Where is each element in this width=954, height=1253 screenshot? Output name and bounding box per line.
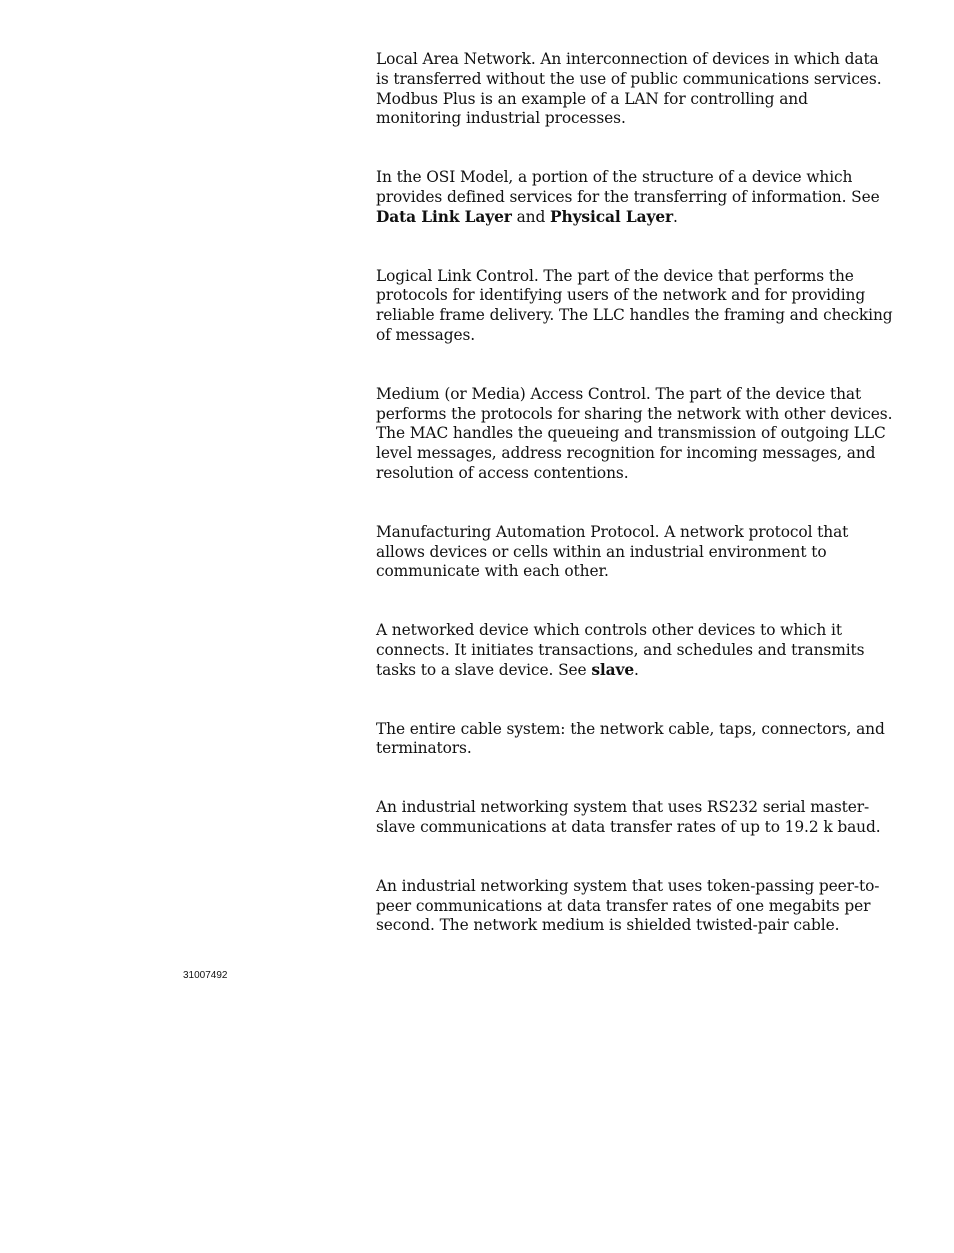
definition-text: Local Area Network. An interconnection of devices in which data is transferred without the use of public communications services. Modbus Plus is an example of a LAN for controlling and monitoring industrial processes. bbox=[376, 50, 882, 128]
definition-text: A networked device which controls other devices to which it connects. It initiates transactions, and schedules and transmits tasks to a slave device. See bbox=[376, 621, 865, 679]
glossary-definitions bbox=[376, 50, 896, 975]
definition-text: An industrial networking system that uses token-passing peer-to-peer communications at data transfer rates of one megabits per second. The network medium is shielded twisted-pair cable. bbox=[376, 876, 880, 935]
definition-entry bbox=[376, 267, 896, 346]
definition-entry bbox=[376, 168, 896, 227]
cross-reference-term: Physical Layer bbox=[550, 207, 674, 226]
definition-entry bbox=[376, 621, 896, 680]
definition-text: In the OSI Model, a portion of the structure of a device which provides defined services for the transferring of information. See bbox=[376, 168, 880, 206]
definition-text: Manufacturing Automation Protocol. A network protocol that allows devices or cells within an industrial environment to communicate with each other. bbox=[376, 522, 849, 581]
definition-text: . bbox=[634, 660, 639, 679]
definition-text: and bbox=[511, 207, 551, 226]
definition-text: Logical Link Control. The part of the device that performs the protocols for identifying users of the network and for providing reliable frame delivery. The LLC handles the framing and checking of messages. bbox=[376, 266, 893, 344]
definition-text: . bbox=[673, 207, 678, 226]
cross-reference-term: slave bbox=[591, 660, 635, 679]
definition-entry bbox=[376, 877, 896, 936]
definition-entry bbox=[376, 50, 896, 129]
definition-text: The entire cable system: the network cable, taps, connectors, and terminators. bbox=[376, 719, 885, 758]
document-number: 31007492 bbox=[183, 970, 228, 981]
definition-entry bbox=[376, 523, 896, 582]
definition-entry bbox=[376, 798, 896, 838]
definition-entry bbox=[376, 385, 896, 484]
definition-entry bbox=[376, 720, 896, 760]
cross-reference-term: Data Link Layer bbox=[376, 207, 512, 226]
definition-text: An industrial networking system that uses RS232 serial master-slave communications at data transfer rates of up to 19.2 k baud. bbox=[376, 798, 881, 836]
definition-text: Medium (or Media) Access Control. The part of the device that performs the protocols for sharing the network with other devices. The MAC handles the queueing and transmission of outgoing LLC level messages, address recognition for incoming messages, and resolution of access contentions. bbox=[376, 384, 893, 482]
